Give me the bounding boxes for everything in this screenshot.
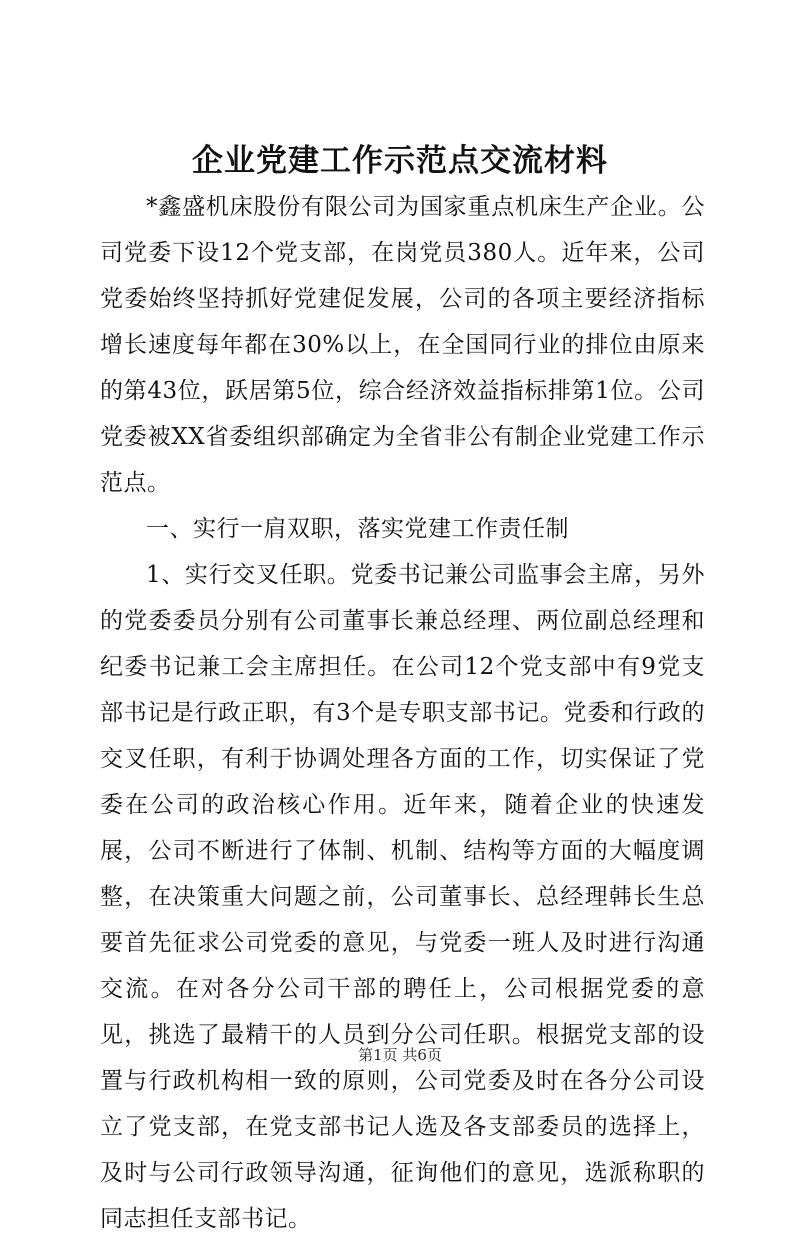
page-number-footer: 第1页 共6页 <box>358 1046 442 1064</box>
intro-paragraph: *鑫盛机床股份有限公司为国家重点机床生产企业。公司党委下设12个党支部，在岗党员380人。近年来，公司党委始终坚持抓好党建促发展，公司的各项主要经济指标增长速度每年都在30%以上，在全国同行业的排位由原来的第43位，跃居第5位，综合经济效益指标排第1位。公司党委被XX省委组织部确定为全省非公有制企业党建工作示范点。 <box>100 194 705 496</box>
document-body <box>100 184 705 1242</box>
section-paragraph: 1、实行交叉任职。党委书记兼公司监事会主席，另外的党委委员分别有公司董事长兼总经理、两位副总经理和纪委书记兼工会主席担任。在公司12个党支部中有9党支部书记是行政正职，有3个是专职支部书记。党委和行政的交叉任职，有利于协调处理各方面的工作，切实保证了党委在公司的政治核心作用。近年来，随着企业的快速发展，公司不断进行了体制、机制、结构等方面的大幅度调整，在决策重大问题之前，公司董事长、总经理韩长生总要首先征求公司党委的意见，与党委一班人及时进行沟通交流。在对各分公司干部的聘任上，公司根据党委的意见，挑选了最精干的人员到分公司任职。根据党支部的设置与行政机构相一致的原则，公司党委及时在各分公司设立了党支部，在党支部书记人选及各支部委员的选择上，及时与公司行政领导沟通，征询他们的意见，选派称职的同志担任支部书记。 <box>100 562 705 1232</box>
section-heading: 一、实行一肩双职，落实党建工作责任制 <box>146 516 569 542</box>
document-title: 企业党建工作示范点交流材料 <box>192 143 608 179</box>
